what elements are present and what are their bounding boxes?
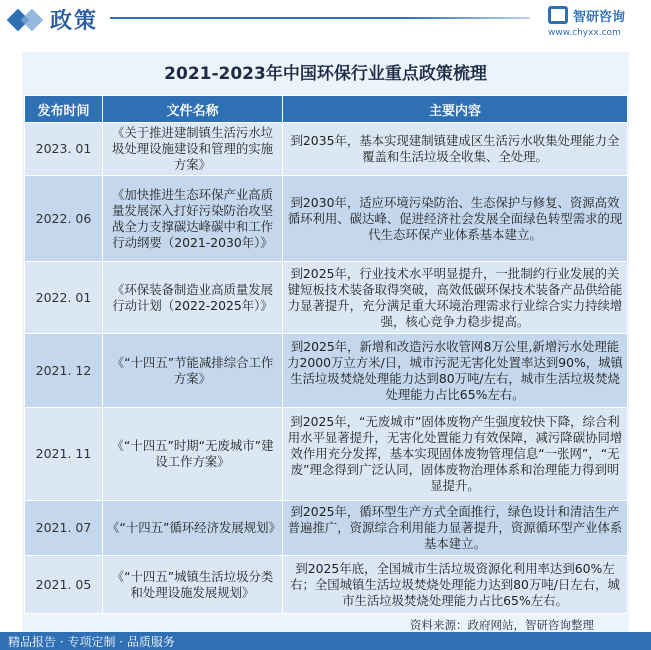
cell-content: 到2025年，“无废城市”固体废物产生强度较快下降，综合利用水平显著提升，无害化处置能力有效保障，减污降碳协同增效作用充分发挥，基本实现固体废物管理信息“一张网”，“无废”理念得到广泛认同，固体废物治理体系和治理能力得到明显提升。 bbox=[283, 408, 628, 501]
section-header bbox=[0, 0, 651, 42]
column-header-content: 主要内容 bbox=[283, 96, 628, 123]
column-header-date: 发布时间 bbox=[25, 96, 103, 123]
footer-slogan: 精品报告 · 专项定制 · 品质服务 bbox=[8, 635, 175, 649]
table-row bbox=[25, 334, 628, 408]
cell-content: 到2025年，行业技术水平明显提升，一批制约行业发展的关键短板技术装备取得突破，高效低碳环保技术装备产品供给能力显著提升，充分满足重大环境治理需求行业综合实力持续增强，核心竞争力稳步提高。 bbox=[283, 262, 628, 334]
cell-name: 《“十四五”节能减排综合工作方案》 bbox=[103, 334, 283, 408]
cell-name: 《“十四五”循环经济发展规划》 bbox=[103, 501, 283, 556]
cell-date: 2021. 07 bbox=[25, 501, 103, 556]
section-title: 政策 bbox=[50, 9, 99, 34]
header-divider bbox=[110, 17, 530, 19]
cell-date: 2021. 12 bbox=[25, 334, 103, 408]
logo-name: 智研咨询 bbox=[573, 10, 626, 25]
cell-name: 《加快推进生态环保产业高质量发展深入打好污染防治攻坚战全力支撑碳达峰碳中和工作行动纲要（2021-2030年）》 bbox=[103, 176, 283, 262]
logo-url: www.chyxx.com bbox=[548, 28, 621, 38]
cell-content: 到2025年底，全国城市生活垃圾资源化利用率达到60%左右；全国城镇生活垃圾焚烧处理能力达到80万吨/日左右，城市生活垃圾焚烧处理能力占比65%左右。 bbox=[283, 556, 628, 614]
cell-name: 《“十四五”城镇生活垃圾分类和处理设施发展规划》 bbox=[103, 556, 283, 614]
logo-mark-icon bbox=[548, 6, 568, 24]
cell-name: 《“十四五”时期“无废城市”建设工作方案》 bbox=[103, 408, 283, 501]
cell-name: 《环保装备制造业高质量发展行动计划（2022-2025年）》 bbox=[103, 262, 283, 334]
table-row bbox=[25, 408, 628, 501]
diamond-icon-secondary bbox=[21, 9, 44, 32]
cell-date: 2021. 05 bbox=[25, 556, 103, 614]
table-row bbox=[25, 501, 628, 556]
footer-bar bbox=[0, 632, 651, 650]
cell-content: 到2030年，适应环境污染防治、生态保护与修复、资源高效循环利用、碳达峰、促进经济社会发展全面绿色转型需求的现代生态环保产业体系基本建立。 bbox=[283, 176, 628, 262]
table-row bbox=[25, 176, 628, 262]
table-row bbox=[25, 123, 628, 176]
cell-date: 2021. 11 bbox=[25, 408, 103, 501]
cell-content: 到2035年，基本实现建制镇建成区生活污水收集处理能力全覆盖和生活垃圾全收集、全处理。 bbox=[283, 123, 628, 176]
policy-table bbox=[24, 95, 628, 614]
table-title: 2021-2023年中国环保行业重点政策梳理 bbox=[164, 64, 487, 84]
cell-content: 到2025年，循环型生产方式全面推行，绿色设计和清洁生产普遍推广，资源综合利用能力显著提升，资源循环型产业体系基本建立。 bbox=[283, 501, 628, 556]
table-header-row bbox=[25, 96, 628, 123]
column-header-name: 文件名称 bbox=[103, 96, 283, 123]
table-row bbox=[25, 556, 628, 614]
cell-name: 《关于推进建制镇生活污水垃圾处理设施建设和管理的实施方案》 bbox=[103, 123, 283, 176]
cell-date: 2022. 06 bbox=[25, 176, 103, 262]
source-note: 资料来源：政府网站，智研咨询整理 bbox=[410, 618, 594, 632]
cell-content: 到2025年，新增和改造污水收管网8万公里,新增污水处理能力2000万立方米/日，城市污泥无害化处置率达到90%，城镇生活垃圾焚烧处理能力达到80万吨/左右，城市生活垃圾焚烧处理能力占比65%左右。 bbox=[283, 334, 628, 408]
table-row bbox=[25, 262, 628, 334]
cell-date: 2022. 01 bbox=[25, 262, 103, 334]
cell-date: 2023. 01 bbox=[25, 123, 103, 176]
